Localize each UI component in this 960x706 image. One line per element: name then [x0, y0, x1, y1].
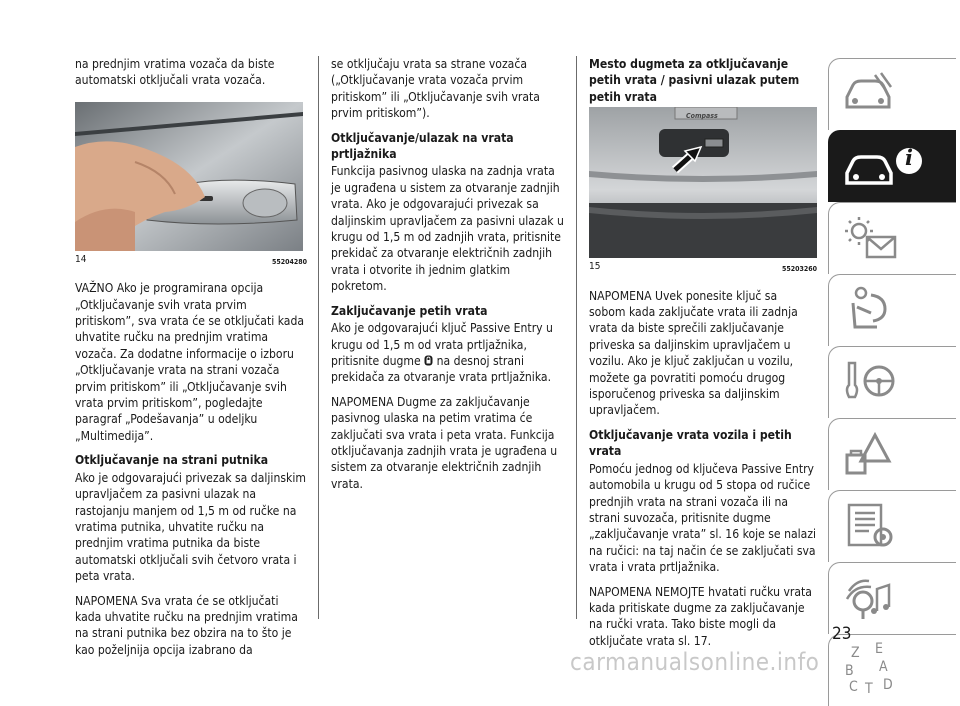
paragraph-lock [331, 320, 566, 386]
paragraph-note: NAPOMENA Dugme za zaključavanje pasivnog ulaska na petim vratima će zaključati sva vrata i peta vrata. Funkcija otključavanja zadnjih vrata je ugrađena u sistem za otvaranje električnih zadnjih vrata. [331, 394, 558, 491]
info-letter: i [905, 145, 913, 170]
figure-14-caption [75, 252, 307, 270]
heading-passenger-unlock: Otključavanje na strani putnika [75, 453, 269, 468]
maintenance-icon [841, 499, 901, 555]
column-divider [576, 56, 577, 619]
figure-code: 55204280 [271, 257, 307, 266]
column-divider [318, 56, 319, 619]
figure-15-liftgate-photo [589, 107, 817, 258]
index-letter: D [883, 677, 893, 693]
lock-text-b: na desnoj strani prekidača za otvaranje vrata prtljažnika. [331, 353, 552, 385]
column-middle [331, 56, 566, 500]
chapter-tabs [828, 58, 956, 706]
index-letter: A [879, 659, 888, 675]
steering-starting-icon [841, 355, 901, 411]
paragraph-note: NAPOMENA Sva vrata će se otključati kada uhvatite ručku na prednjim vratima na strani putnika bez obzira na to što je kao poželjnija opcija izabrano da [75, 593, 298, 657]
tab-warning-lights[interactable] [828, 202, 956, 274]
tab-car-dashboard[interactable] [828, 58, 956, 130]
warning-lights-icon [841, 211, 901, 267]
figure-number: 15 [589, 261, 601, 273]
tab-maintenance[interactable] [828, 490, 956, 562]
paragraph-vazno: VAŽNO Ako je programirana opcija „Otključavanje svih vrata prvim pritiskom”, sva vrata će se otključati kada uhvatite ručku na prednjim vratima vozača. Za dodatne informacije o izboru „Otključavanje vrata na strani vozača prvim pritiskom” ili „Otključavanje svih vrata prvim pritiskom”, pogledajte paragraf „Podešavanja” u odeljku „Multimedija”. [75, 281, 305, 443]
index-letter: Z [851, 645, 860, 661]
heading-liftgate-entry: Otključavanje/ulazak na vrata prtljažnika [331, 130, 514, 162]
heading-vehicle-unlock: Otključavanje vrata vozila i petih vrata [589, 427, 792, 459]
vehicle-badge: Compass [686, 112, 718, 121]
paragraph-note-handle: NAPOMENA NEMOJTE hvatati ručku vrata kada pritiskate dugme za zaključavanje na ručki vrata. Tako biste mogli da otključate vrata sl. 17. [589, 584, 812, 648]
figure-14-door-handle-photo [75, 102, 303, 251]
liftgate-illustration [589, 107, 817, 258]
paragraph-note-key: NAPOMENA Uvek ponesite ključ sa sobom kada zaključate vrata ili zadnja vrata da biste sprečili zaključavanje priveska sa daljinskim upravljačem u vozilu. Ako je ključ zaključan u vozilu, možete ga povratiti pomoću drugog isporučenog priveska sa daljinskim upravljačem. [589, 288, 798, 418]
tab-emergency[interactable] [828, 418, 956, 490]
lock-text-a: Ako je odgovarajući ključ Passive Entry u krugu od 1,5 m od vrata prtljažnika, pritisnite dugme [331, 321, 553, 368]
column-left [75, 56, 307, 666]
emergency-icon [841, 427, 901, 483]
column-right [589, 56, 817, 657]
multimedia-icon [841, 571, 901, 627]
figure-number: 14 [75, 253, 87, 265]
tab-index[interactable] [828, 634, 956, 706]
index-letter: C [849, 679, 858, 695]
paragraph-vehicle: Pomoću jednog od ključeva Passive Entry automobila u krugu od 5 stopa od ručice prednjih vrata na strani vozača ili na strani suvozača, pritisnite dugme „zaključavanje vrata” sl. 16 koje se nalazi na ručici: na taj način će se zaključati sva vrata i vrata prtljažnika. [589, 461, 817, 575]
heading-liftgate-lock: Zaključavanje petih vrata [331, 303, 488, 318]
watermark: carmanualsonline.info [570, 648, 820, 676]
index-letter: B [845, 663, 854, 679]
paragraph-liftgate: Funkcija pasivnog ulaska na zadnja vrata je ugrađena u sistem za otvaranje zadnjih vrata. Ako je odgovarajući privezak sa daljinskim upravljačem za pasivni ulazak u krugu od 1,5 m od zadnjih vrata, pritisnite prekidač za otvaranje električnih zadnjih vrata i otvorite ih jednim glatkim pokretom. [331, 164, 564, 294]
door-handle-illustration [75, 102, 303, 251]
tab-car-info[interactable] [828, 130, 956, 202]
heading-button-location: Mesto dugmeta za otključavanje petih vrata / pasivni ulazak putem petih vrata [589, 57, 800, 104]
index-letter: E [875, 641, 883, 657]
car-dashboard-icon [841, 67, 897, 117]
figure-code: 55203260 [781, 265, 817, 274]
paragraph-intro: na prednjim vratima vozača da biste automatski otključali vrata vozača. [75, 57, 275, 88]
paragraph-continued: se otključaju vrata sa strane vozača („Otključavanje vrata vozača prvim pritiskom” ili „Otključavanje svih vrata prvim pritiskom”). [331, 57, 540, 121]
lock-button-icon [424, 355, 433, 366]
car-info-icon [841, 139, 931, 195]
figure-15-caption [589, 259, 817, 277]
index-icon [841, 641, 897, 697]
index-letter: T [865, 681, 873, 697]
tab-steering-starting[interactable] [828, 346, 956, 418]
tab-airbag-seat[interactable] [828, 274, 956, 346]
page-number: 23 [832, 624, 852, 644]
paragraph-passenger: Ako je odgovarajući privezak sa daljinskim upravljačem za pasivni ulazak na rastojanju manjem od 1,5 m od ručke na vratima putnika, uhvatite ručku na prednjim vratima putnika da biste automatski otključali svih četvoro vrata i peta vrata. [75, 470, 306, 584]
airbag-seat-icon [841, 283, 897, 339]
